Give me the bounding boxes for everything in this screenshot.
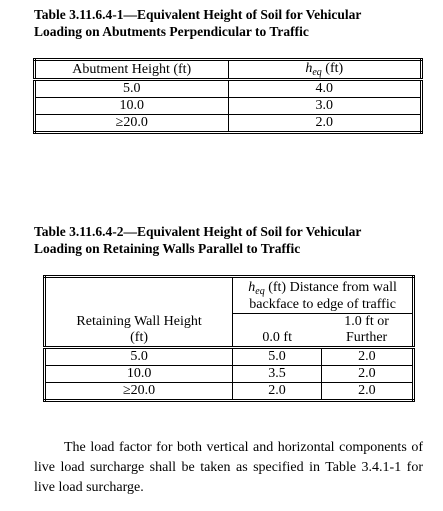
cell-abutment-height: 10.0: [35, 98, 229, 115]
table2-caption-line1: Table 3.11.6.4-2—Equivalent Height of Soil for Vehicular: [34, 224, 362, 239]
cell-abutment-height: ≥20.0: [35, 115, 229, 133]
table-row: [45, 366, 414, 383]
table2-caption-line2: Loading on Retaining Walls Parallel to Traffic: [34, 241, 301, 256]
header-wall-height: [45, 314, 233, 348]
one-ft-line1: 1.0 ft or: [344, 314, 389, 329]
cell-wall-height: 5.0: [45, 348, 233, 366]
header-spacer: [45, 277, 233, 314]
table1-caption: [34, 6, 361, 40]
heq-symbol: h: [248, 280, 256, 295]
cell-wall-height: 10.0: [45, 366, 233, 383]
distance-header-line2: backface to edge of traffic: [249, 297, 396, 312]
table-header-row: [45, 314, 414, 348]
table-header-row: [45, 277, 414, 314]
wall-height-line2: (ft): [130, 330, 149, 345]
header-zero-ft: 0.0 ft: [233, 314, 322, 348]
cell-heq-1ft: 2.0: [321, 348, 413, 366]
heq-subscript: eq: [312, 67, 322, 78]
header-one-ft-or-further: [321, 314, 413, 348]
table2-caption: [34, 223, 361, 257]
cell-heq-1ft: 2.0: [321, 366, 413, 383]
abutment-soil-height-table: [33, 58, 423, 134]
retaining-wall-soil-height-table: [43, 275, 415, 402]
header-distance-group: [233, 277, 414, 314]
cell-wall-height: ≥20.0: [45, 383, 233, 401]
table1-caption-line2: Loading on Abutments Perpendicular to Traffic: [34, 24, 309, 39]
table-row: [35, 115, 422, 133]
table-row: [45, 383, 414, 401]
table-header-row: [35, 60, 422, 80]
cell-heq: 2.0: [228, 115, 422, 133]
heq-symbol: h: [305, 61, 313, 76]
table1-caption-line1: Table 3.11.6.4-1—Equivalent Height of Soil for Vehicular: [34, 7, 362, 22]
cell-heq-0ft: 3.5: [233, 366, 322, 383]
header-heq: [228, 60, 422, 80]
heq-subscript: eq: [255, 286, 265, 297]
cell-heq-0ft: 5.0: [233, 348, 322, 366]
cell-heq-1ft: 2.0: [321, 383, 413, 401]
heq-unit: (ft): [321, 61, 344, 76]
distance-header-line1: (ft) Distance from wall: [264, 280, 397, 295]
cell-abutment-height: 5.0: [35, 80, 229, 98]
table-row: [35, 80, 422, 98]
cell-heq: 4.0: [228, 80, 422, 98]
wall-height-line1: Retaining Wall Height: [76, 314, 202, 329]
header-abutment-height: Abutment Height (ft): [35, 60, 229, 80]
cell-heq: 3.0: [228, 98, 422, 115]
one-ft-line2: Further: [346, 330, 388, 345]
live-load-surcharge-paragraph: The load factor for both vertical and horizontal components of live load surcharge shall be taken as specified in Table 3.4.1-1 for live load surcharge.: [34, 440, 423, 495]
table-row: [35, 98, 422, 115]
cell-heq-0ft: 2.0: [233, 383, 322, 401]
table-row: [45, 348, 414, 366]
